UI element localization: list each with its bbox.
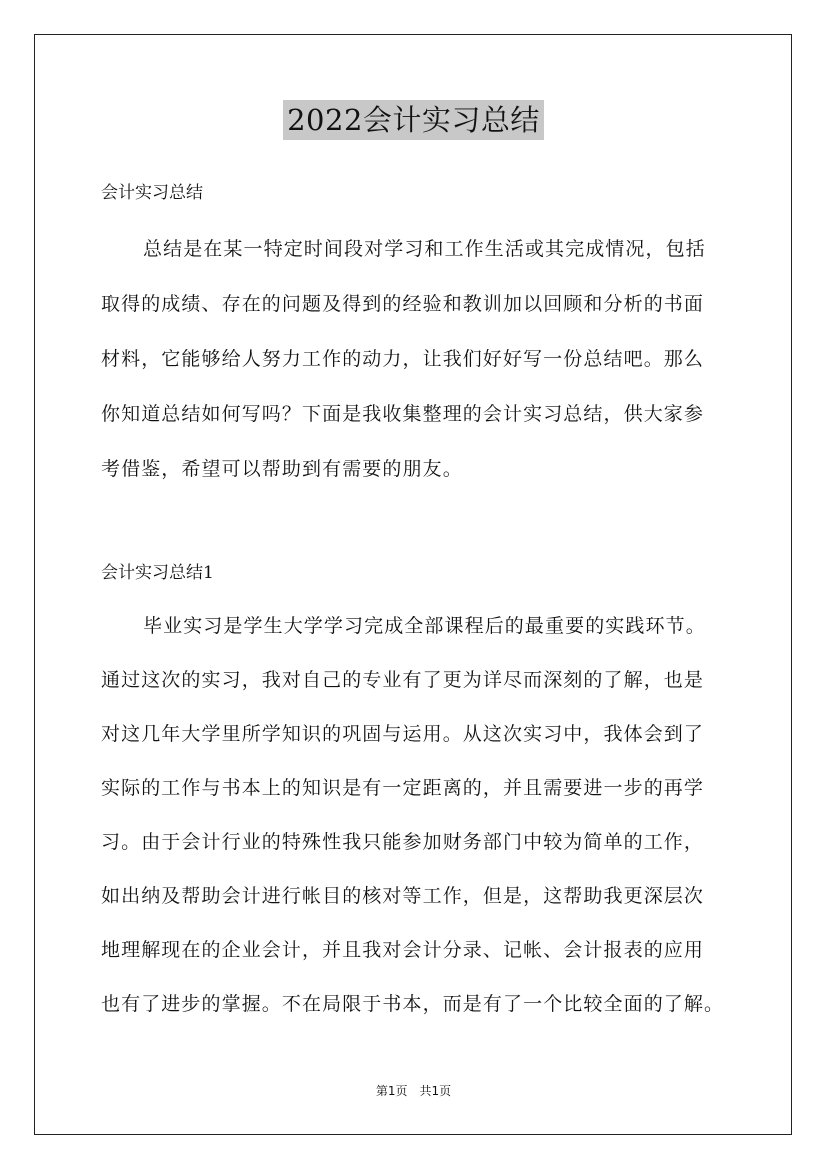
paragraph-line: 习。由于会计行业的特殊性我只能参加财务部门中较为简单的工作， [101, 831, 705, 853]
paragraph-line: 材料，它能够给人努力工作的动力，让我们好好写一份总结吧。那么 [101, 348, 705, 370]
paragraph-line: 实际的工作与书本上的知识是有一定距离的，并且需要进一步的再学 [101, 777, 705, 799]
paragraph-line: 总结是在某一特定时间段对学习和工作生活或其完成情况，包括 [143, 238, 706, 260]
paragraph-line: 通过这次的实习，我对自己的专业有了更为详尽而深刻的了解，也是 [101, 669, 705, 691]
intro-heading: 会计实习总结 [101, 183, 203, 203]
title-container [0, 100, 827, 140]
paragraph-line: 地理解现在的企业会计，并且我对会计分录、记帐、会计报表的应用 [101, 939, 705, 961]
section1-heading: 会计实习总结1 [101, 563, 214, 583]
page-footer: 第1页 共1页 [375, 1084, 452, 1098]
paragraph-line: 你知道总结如何写吗？下面是我收集整理的会计实习总结，供大家参 [101, 403, 705, 425]
paragraph-line: 取得的成绩、存在的问题及得到的经验和教训加以回顾和分析的书面 [101, 293, 705, 315]
paragraph-line: 也有了进步的掌握。不在局限于书本，而是有了一个比较全面的了解。 [101, 993, 725, 1015]
paragraph-line: 毕业实习是学生大学学习完成全部课程后的最重要的实践环节。 [143, 615, 706, 637]
document-title: 2022会计实习总结 [283, 100, 544, 140]
paragraph-line: 对这几年大学里所学知识的巩固与运用。从这次实习中，我体会到了 [101, 723, 705, 745]
paragraph-line: 如出纳及帮助会计进行帐目的核对等工作，但是，这帮助我更深层次 [101, 885, 705, 907]
paragraph-line: 考借鉴，希望可以帮助到有需要的朋友。 [101, 458, 463, 480]
